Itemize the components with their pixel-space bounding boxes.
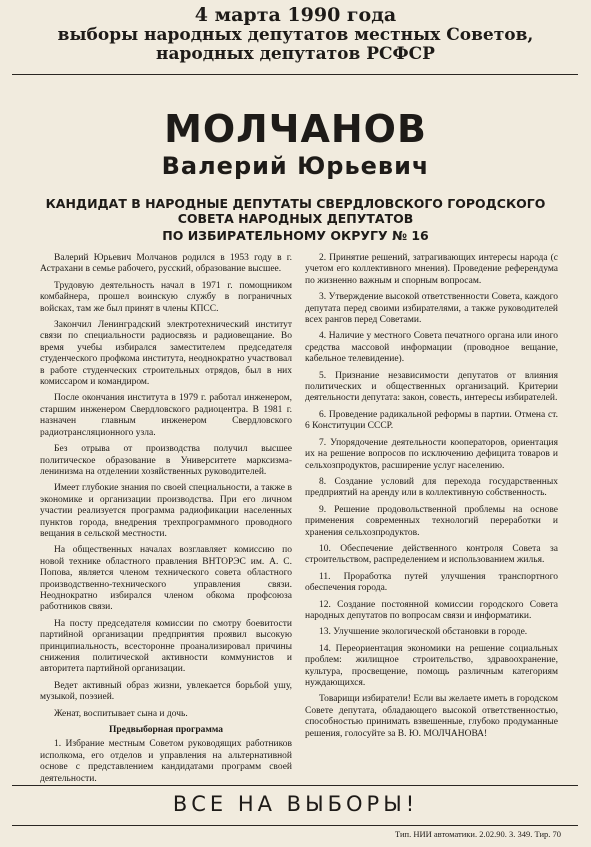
program-heading: Предвыборная программа [109, 725, 223, 736]
program-item: 5. Признание независимости депутатов от влияния политических и общественных организаций. Критерии деятельности депутата: закон, совесть, интересы избирателей. [305, 370, 558, 404]
bio-paragraph: Ведет активный образ жизни, увлекается борьбой ушу, музыкой, поэзией. [40, 680, 292, 703]
biography-column [40, 253, 292, 790]
program-item: 11. Проработка путей улучшения транспортного обеспечения города. [305, 571, 558, 594]
program-item: 1. Избрание местным Советом руководящих работников исполкома, его отделов и управления на альтернативной основе с представлением кандидатами программ своей деятельности. [40, 739, 292, 784]
bio-paragraph: Без отрыва от производства получил высшее политическое образование в Университете марксизма-ленинизма на отделении хозяйственных руководителей. [40, 444, 292, 477]
bio-paragraph: Имеет глубокие знания по своей специальности, а также в экономике и организации производства. При его личном участии реализуется программа радиофикации населенных пунктов города, внедрения трехпрограммного проводного вещания в сельской местности. [40, 483, 292, 539]
candidate-status-line1: КАНДИДАТ В НАРОДНЫЕ ДЕПУТАТЫ СВЕРДЛОВСКОГО ГОРОДСКОГО [45, 196, 546, 211]
constituency: ПО ИЗБИРАТЕЛЬНОМУ ОКРУГУ № 16 [162, 228, 429, 243]
election-title-line1: выборы народных депутатов местных Советов, [57, 25, 534, 45]
bio-paragraph: Женат, воспитывает сына и дочь. [54, 708, 188, 719]
candidate-name: Валерий Юрьевич [161, 152, 430, 180]
program-item: 13. Улучшение экологической обстановки в городе. [319, 627, 528, 638]
bio-paragraph: На посту председателя комиссии по смотру боевитости партийной организации предприятия проявил высокую принципиальность, всесторонне проанализировал причины снижения политической активности коммунистов и авторитета партийной организации. [40, 618, 292, 675]
footer-divider-bottom [12, 825, 578, 826]
program-item: 8. Создание условий для перехода государственных предприятий на аренду или в коллективную собственность. [305, 476, 558, 499]
program-item: 12. Создание постоянной комиссии городского Совета народных депутатов по вопросам связи и информатики. [305, 599, 558, 621]
bio-paragraph: Трудовую деятельность начал в 1971 г. помощником комбайнера, прошел воинскую службу в пограничных войсках, там же был принят в члены КПСС. [40, 280, 292, 314]
header-divider [12, 74, 578, 75]
program-item: 6. Проведение радикальной реформы в партии. Отмена ст. 6 Конституции СССР. [305, 409, 558, 432]
bio-paragraph: После окончания института в 1979 г. работал инженером, старшим инженером Свердловского радиоцентра. В 1981 г. назначен главным инженером Свердловского радиотрансляционного узла. [40, 393, 292, 438]
footer-divider-top [12, 785, 578, 786]
program-item: 4. Наличие у местного Совета печатного органа или иного средства массовой информации (проводное вещание, кабельное телевидение). [305, 331, 558, 365]
program-item: 3. Утверждение высокой ответственности Совета, каждого депутата перед своими избирателями, а также руководителей всех рангов перед Советами. [305, 292, 558, 326]
bio-paragraph: На общественных началах возглавляет комиссию по новой технике областного правления ВНТОРЭС им. А. С. Попова, является членом технического совета областного производственно-технического управления связи. Неоднократно избирался членом обкома профсоюза работников связи. [40, 545, 292, 613]
program-item: 10. Обеспечение действенного контроля Совета за строительством, распределением и использованием жилья. [305, 543, 558, 566]
program-item: 7. Упорядочение деятельности кооператоров, ориентация их на решение вопросов по исключению дефицита товаров и сельхозпродуктов, расширение услуг населению. [305, 437, 558, 471]
candidate-surname: МОЛЧАНОВ [164, 107, 427, 151]
slogan: ВСЕ НА ВЫБОРЫ! [172, 792, 419, 816]
print-imprint: Тип. НИИ автоматики. 2.02.90. З. 349. Тир. 70 [395, 829, 561, 839]
bio-paragraph: Валерий Юрьевич Молчанов родился в 1953 году в г. Астрахани в семье рабочего, русский, образование высшее. [40, 253, 292, 275]
program-item: 9. Решение продовольственной проблемы на основе применения современных технологий переработки и хранения сельхозпродуктов. [305, 504, 558, 538]
program-item: 2. Принятие решений, затрагивающих интересы народа (с учетом его коллективного мнения). Проведение референдума по жизненно важным и спорным вопросам. [305, 253, 558, 286]
election-date: 4 марта 1990 года [194, 4, 397, 26]
candidate-status-line2: СОВЕТА НАРОДНЫХ ДЕПУТАТОВ [177, 211, 414, 226]
election-title-line2: народных депутатов РСФСР [156, 44, 435, 64]
voter-appeal: Товарищи избиратели! Если вы желаете иметь в городском Совете депутата, обладающего высокой ответственностью, способностью принимать взвешенные, глубоко продуманные решения, голосуйте за В. Ю. МОЛЧАНОВА! [305, 694, 558, 739]
program-item: 14. Переориентация экономики на решение социальных проблем: жилищное строительство, здравоохранение, культура, просвещение, помощь различным категориям нуждающихся. [305, 643, 558, 688]
bio-paragraph: Закончил Ленинградский электротехнический институт связи по специальности радиосвязь и радиовещание. Во время учебы избирался заместителем председателя студенческого профкома института, неоднократно участвовал в работе студенческих строительных отрядов, был в них комиссаром и командиром. [40, 320, 292, 388]
program-column [305, 253, 558, 745]
